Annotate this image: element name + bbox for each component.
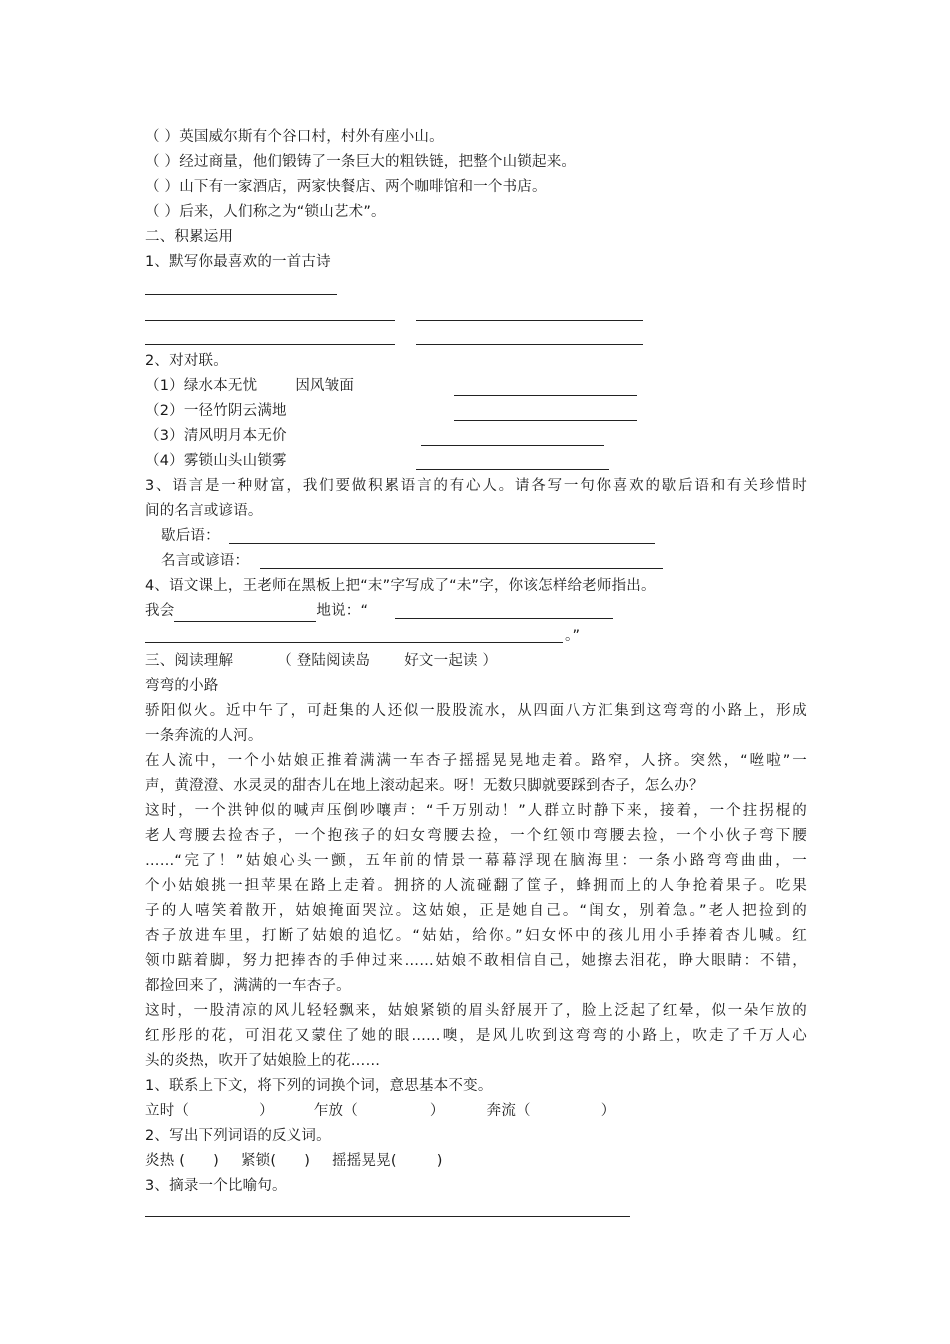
q4-speech-line[interactable] bbox=[395, 618, 613, 619]
couplet-text: 雾锁山头山锁雾 bbox=[183, 453, 287, 469]
couplet-row bbox=[145, 426, 287, 446]
couplet-answer-line[interactable] bbox=[454, 420, 637, 421]
q4-middle: 地说：“ bbox=[316, 603, 369, 619]
xiehouyu-label: 歇后语： bbox=[161, 528, 220, 544]
mingyan-answer-line[interactable] bbox=[260, 568, 663, 569]
synonym-item-close: ） bbox=[600, 1103, 616, 1119]
couplet-number: （4） bbox=[145, 453, 184, 469]
reading-question-3: 3、摘录一个比喻句。 bbox=[145, 1178, 287, 1194]
story-line: 头的炎热，吹开了姑娘脸上的花…… bbox=[145, 1053, 381, 1069]
section-3-subtitle-a: （ 登陆阅读岛 bbox=[277, 653, 371, 669]
story-line: 声，黄澄澄、水灵灵的甜杏儿在地上滚动起来。呀！无数只脚就要踩到杏子，怎么办？ bbox=[145, 778, 704, 794]
couplet-extra: 因风皱面 bbox=[295, 378, 355, 394]
couplet-row bbox=[145, 451, 287, 471]
couplet-text: 一径竹阴云满地 bbox=[183, 403, 287, 419]
synonym-item-label: 立时（ bbox=[145, 1103, 190, 1119]
story-line: 一条奔流的人河。 bbox=[145, 728, 263, 744]
question-2-3-line1: 3、语言是一种财富，我们要做积累语言的有心人。请各写一句你喜欢的歇后语和有关珍惜时 bbox=[145, 478, 807, 494]
question-2-3-line2: 间的名言或谚语。 bbox=[145, 503, 263, 519]
story-line: 个小姑娘挑一担苹果在路上走着。拥挤的人流碰翻了筐子，蜂拥而上的人争抢着果子。吃果 bbox=[145, 878, 807, 894]
story-line: 子的人嘻笑着散开，姑娘掩面哭泣。这姑娘，正是她自己。“闺女，别着急。”老人把捡到的 bbox=[145, 903, 807, 919]
section-3-title: 三、阅读理解 bbox=[145, 653, 234, 669]
antonym-item-label: 摇摇晃晃( bbox=[332, 1153, 397, 1169]
q4-prefix: 我会 bbox=[145, 603, 175, 619]
reading-question-1: 1、联系上下文，将下列的词换个词，意思基本不变。 bbox=[145, 1078, 493, 1094]
poem-answer-line[interactable] bbox=[416, 344, 643, 345]
q4-manner-blank[interactable] bbox=[174, 601, 316, 622]
couplet-number: （3） bbox=[145, 428, 184, 444]
question-2-1: 1、默写你最喜欢的一首古诗 bbox=[145, 254, 331, 270]
couplet-row bbox=[145, 401, 287, 421]
story-line: 在人流中，一个小姑娘正推着满满一车杏子摇摇晃晃地走着。路窄，人挤。突然，“咝啦”一 bbox=[145, 753, 807, 769]
reading-question-1-items bbox=[145, 1101, 615, 1121]
simile-answer-line[interactable] bbox=[145, 1216, 630, 1217]
poem-answer-line[interactable] bbox=[416, 320, 643, 321]
couplet-number: （1） bbox=[145, 378, 184, 394]
question-2-2: 2、对对联。 bbox=[145, 353, 228, 369]
poem-answer-line[interactable] bbox=[145, 294, 337, 295]
synonym-item-close: ） bbox=[429, 1103, 445, 1119]
order-item-3: （ ）山下有一家酒店，两家快餐店、两个咖啡馆和一个书店。 bbox=[145, 179, 547, 195]
story-line: 都捡回来了，满满的一车杏子。 bbox=[145, 978, 351, 994]
poem-answer-line[interactable] bbox=[145, 320, 395, 321]
story-line: 红彤彤的花，可泪花又蒙住了她的眼……噢，是风儿吹到这弯弯的小路上，吹走了千万人心 bbox=[145, 1028, 807, 1044]
mingyan-label: 名言或谚语： bbox=[161, 553, 250, 569]
story-line: 老人弯腰去捡杏子，一个抱孩子的妇女弯腰去捡，一个红领巾弯腰去捡，一个小伙子弯下腰 bbox=[145, 828, 807, 844]
couplet-text: 绿水本无忧 bbox=[183, 378, 258, 394]
question-2-4: 4、语文课上，王老师在黑板上把“末”字写成了“未”字，你该怎样给老师指出。 bbox=[145, 578, 656, 594]
reading-question-2: 2、写出下列词语的反义词。 bbox=[145, 1128, 331, 1144]
story-line: 这时，一股清凉的风儿轻轻飘来，姑娘紧锁的眉头舒展开了，脸上泛起了红晕，似一朵乍放的 bbox=[145, 1003, 807, 1019]
section-2-title: 二、积累运用 bbox=[145, 229, 234, 245]
couplet-answer-line[interactable] bbox=[421, 445, 604, 446]
couplet-text: 清风明月本无价 bbox=[183, 428, 287, 444]
order-item-1: （ ）英国威尔斯有个谷口村，村外有座小山。 bbox=[145, 129, 444, 145]
story-title: 弯弯的小路 bbox=[145, 678, 219, 694]
story-line: 杏子放进车里，打断了姑娘的追忆。“姑姑，给你。”妇女怀中的孩儿用小手捧着杏儿喊。红 bbox=[145, 928, 807, 944]
couplet-row bbox=[145, 376, 354, 396]
q4-speech-line[interactable] bbox=[145, 642, 563, 643]
story-line: 这时，一个洪钟似的喊声压倒吵嚷声：“千万别动！”人群立时静下来，接着，一个拄拐棍的 bbox=[145, 803, 807, 819]
reading-question-2-items bbox=[145, 1151, 443, 1171]
section-3-title-row bbox=[145, 651, 497, 671]
q4-end-quote: 。” bbox=[565, 628, 581, 644]
q4-answer-row bbox=[145, 601, 368, 622]
order-item-2: （ ）经过商量，他们锻铸了一条巨大的粗铁链，把整个山锁起来。 bbox=[145, 154, 577, 170]
antonym-item-close: ) bbox=[213, 1153, 219, 1169]
order-item-4: （ ）后来，人们称之为“锁山艺术”。 bbox=[145, 204, 386, 220]
antonym-item-close: ) bbox=[436, 1153, 443, 1169]
couplet-number: （2） bbox=[145, 403, 184, 419]
antonym-item-close: ) bbox=[304, 1153, 311, 1169]
synonym-item-label: 奔流（ bbox=[486, 1103, 531, 1119]
antonym-item-label: 炎热 ( bbox=[145, 1153, 186, 1169]
synonym-item-close: ） bbox=[259, 1103, 274, 1119]
antonym-item-label: 紧锁( bbox=[240, 1153, 277, 1169]
story-line: ……“完了！”姑娘心头一颤，五年前的情景一幕幕浮现在脑海里：一条小路弯弯曲曲，一 bbox=[145, 853, 807, 869]
section-3-subtitle-b: 好文一起读 ） bbox=[404, 653, 498, 669]
couplet-answer-line[interactable] bbox=[454, 395, 637, 396]
synonym-item-label: 乍放（ bbox=[313, 1103, 358, 1119]
poem-answer-line[interactable] bbox=[145, 344, 395, 345]
couplet-answer-line[interactable] bbox=[416, 469, 609, 470]
xiehouyu-answer-line[interactable] bbox=[229, 543, 655, 544]
story-line: 骄阳似火。近中午了，可赶集的人还似一股股流水，从四面八方汇集到这弯弯的小路上，形成 bbox=[145, 703, 807, 719]
story-line: 领巾踮着脚，努力把捧杏的手伸过来……姑娘不敢相信自己，她擦去泪花，睁大眼睛：不错， bbox=[145, 953, 807, 969]
